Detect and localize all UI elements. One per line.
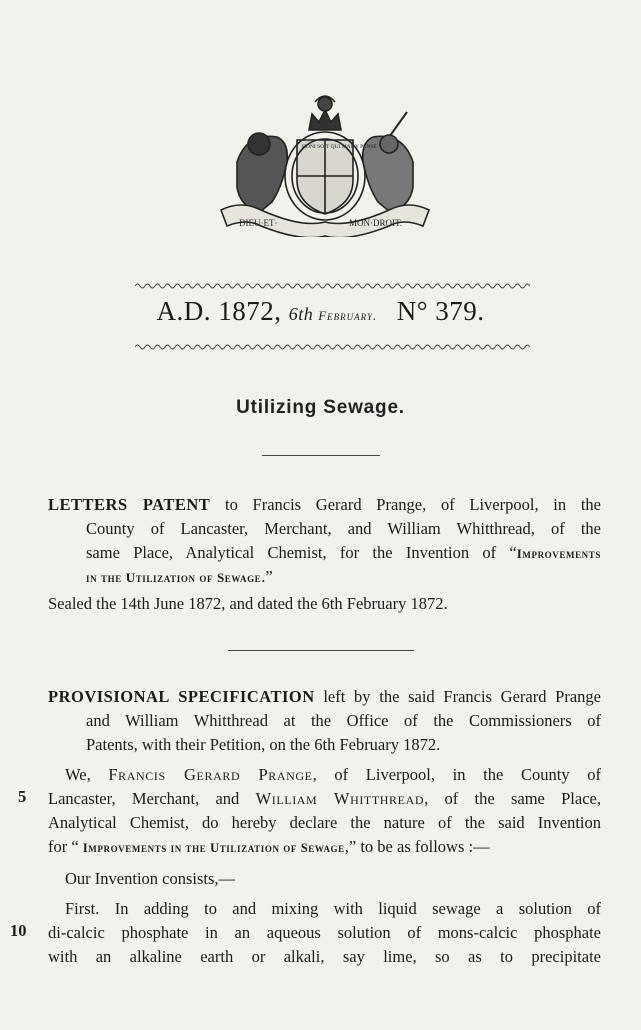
wavy-rule-top bbox=[135, 282, 530, 290]
royal-coat-of-arms-icon bbox=[217, 92, 433, 237]
lp-line-3: same Place, Analytical Chemist, for the Invention of “Improvements bbox=[86, 543, 601, 562]
body2-line-2: di-calcic phosphate in an aqueous solution of mons-calcic phosphate bbox=[48, 923, 601, 942]
wavy-rule-bottom bbox=[135, 343, 530, 351]
body-line-3: Analytical Chemist, do hereby declare the nature of the said Invention bbox=[48, 813, 601, 832]
body-paragraph-1 bbox=[48, 763, 601, 859]
heading-ad: A.D. bbox=[156, 296, 211, 326]
letters-patent-paragraph bbox=[48, 493, 601, 589]
crest-garter-text: HONI SOIT QUI MAL Y PENSE bbox=[302, 144, 377, 150]
divider-rule bbox=[228, 650, 414, 651]
crest-motto-right: MON·DROIT. bbox=[349, 218, 403, 228]
divider-rule bbox=[262, 455, 380, 456]
body-line-1: We, Francis Gerard Prange, of Liverpool, in the County of bbox=[65, 765, 601, 784]
line-number-10: 10 bbox=[10, 921, 27, 940]
provisional-specification-paragraph bbox=[48, 685, 601, 757]
patent-heading bbox=[0, 296, 641, 327]
prov-line-1: PROVISIONAL SPECIFICATION left by the said Francis Gerard Prange bbox=[48, 687, 602, 706]
sealed-date-line: Sealed the 14th June 1872, and dated the 6th February 1872. bbox=[48, 594, 448, 613]
body2-line-3: with an alkaline earth or alkali, say lime, so as to precipitate bbox=[48, 947, 601, 966]
heading-number-label: N° bbox=[396, 296, 429, 326]
body2-line-1: First. In adding to and mixing with liquid sewage a solution of bbox=[65, 899, 601, 918]
body-paragraph-2 bbox=[48, 897, 601, 969]
prov-line-2: and William Whitthread at the Office of the Commissioners of bbox=[86, 711, 601, 730]
heading-year: 1872, bbox=[218, 296, 282, 326]
heading-month: February. bbox=[318, 308, 378, 323]
heading-number: 379. bbox=[435, 296, 485, 326]
crest-motto-left: DIEU·ET· bbox=[239, 218, 278, 228]
body-line-2: Lancaster, Merchant, and William Whitthread, of the same Place, bbox=[48, 789, 601, 808]
line-number-5: 5 bbox=[18, 787, 27, 806]
lp-line-2: County of Lancaster, Merchant, and William Whitthread, of the bbox=[86, 519, 601, 538]
patent-title: Utilizing Sewage. bbox=[236, 397, 405, 418]
consists-line: Our Invention consists,— bbox=[65, 869, 236, 888]
heading-day: 6th bbox=[288, 304, 314, 324]
lp-line-1: LETTERS PATENT to Francis Gerard Prange, of Liverpool, in the bbox=[48, 495, 601, 514]
lp-line-4: in the Utilization of Sewage.” bbox=[86, 567, 273, 586]
body-line-4: for “ Improvements in the Utilization of Sewage,” to be as follows :— bbox=[48, 837, 490, 856]
prov-line-3: Patents, with their Petition, on the 6th February 1872. bbox=[86, 735, 441, 754]
